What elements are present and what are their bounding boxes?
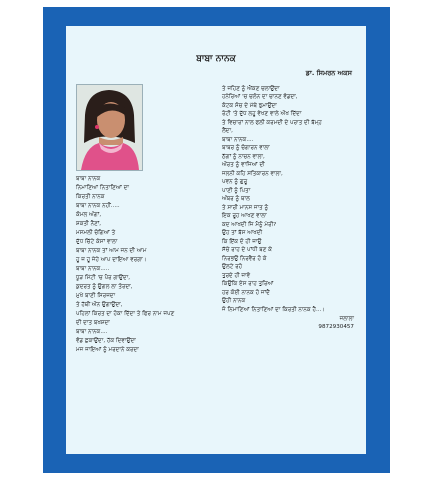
- poem-line: ਕੋਮਲ ਅੰਗਾਂ,: [76, 212, 102, 218]
- poem-line: ਅੰਬਰ ਨੂੰ ਥਾਲ: [222, 196, 250, 202]
- poem-line: ਰੋਟੀ 'ਤੇ ਦੁੱਧ ਲਹੂ ਵੇਖਣ ਵਾਲੇ ਔਖ ਦਿੱਦਾ: [222, 111, 302, 117]
- poem-line: ਨਿਮਾਣਿਆਂ ਨਿਤਾਣਿਆਂ ਦਾ: [76, 185, 130, 191]
- poem-author: ਡਾ. ਸਿਮਰਨ ਅਕਸ: [305, 69, 352, 77]
- poem-line: ਦੀ ਦਾਤ ਬਖਸ਼ਦਾ: [76, 320, 110, 326]
- poem-line: ਬਾਬਾ ਨਾਨਕ....: [222, 137, 254, 143]
- poem-line: ਠੱਗਾਂ ਨੂੰ ਨਾਚਨ ਵਾਲਾ,: [222, 154, 265, 160]
- poem-line: ਕੰਟਕ ਸੋਚ ਦੇ ਮੱਥੇ ਝੁਮਾਉਂਦਾ: [222, 103, 277, 109]
- poem-line: ਪਹਿਲਾਂ ਕਿਰਤ ਦਾ ਹੋਕਾ ਦਿੱਦਾ ਤੇ ਫਿਰ ਨਾਮ ਜਪਣ: [76, 311, 175, 317]
- poem-line: ਉਹ ਤਾਂ ਬੱਸ ਆਖਦੀ: [222, 230, 263, 236]
- poem-line: ਕਿਉਂਕਿ ਏਸ ਰਾਹ ਤੁਰਿਆਂ: [222, 281, 274, 287]
- poem-line: ਦੁੱਧ ਚਿੱਟੇ ਕੇਸਾਂ ਵਾਲਾ: [76, 239, 118, 245]
- poem-line: ਔਰਤ ਨੂੰ ਵਾਜਿਆਂ ਦੀ: [222, 162, 265, 168]
- poem-line: ਤੇ ਸਾਰੀ ਮਾਨਸ ਜਾਤ ਨੂੰ: [222, 205, 269, 211]
- poem-line: ਬਾਬਾ ਨਾਨਕ.....: [76, 266, 110, 272]
- poem-line: ਮਸਮਲੀ ਚੋਗਿਆਂ ਤੇ: [76, 230, 116, 236]
- poem-page: [66, 26, 366, 454]
- poem-line: ਇਕ ਰੂਹ ਆਖਣ ਵਾਲਾ: [222, 213, 267, 219]
- poem-line: ਵੰਡ ਛਕਾਉਂਦਾ, ਹੱਕ ਦਿਵਾਉਂਦਾ: [76, 338, 136, 344]
- poem-title: ਬਾਬਾ ਨਾਨਕ: [196, 54, 236, 64]
- poem-line: ਜੋ ਨਿਮਾਣਿਆਂ ਨਿਤਾਣਿਆਂ ਦਾ ਕਿਰਤੀ ਨਾਨਕ ਹੈ...।: [222, 307, 326, 313]
- poem-line: ਕੁਦਰਤ ਨੂੰ ਉਗਲ ਲਾ ਤੋਰਦਾ,: [76, 284, 133, 290]
- poem-line: ਸ਼ਕਤੀ ਨੈਣਾਂ,: [76, 221, 102, 227]
- poem-line: ਕਿਰਤੀ ਨਾਨਕ: [76, 194, 105, 200]
- poem-line: ਤੁਰਦੇ ਹੀ ਜਾਵੋ: [222, 273, 251, 279]
- poem-line: ਹਨੇਰਿਆਂ 'ਚ ਚਲੋਨ ਦਾ ਚਾਨਣ ਵੰਡਦਾ,: [222, 94, 298, 100]
- poem-line: ਕਿ ਇੱਕ ਦੋ ਹੀ ਜਾਉ: [222, 239, 262, 245]
- poem-line: ਤੇ ਜਹਿਣ ਨੂੰ ਐਂਕਣ ਚਲਾਉਂਦਾ: [222, 86, 280, 92]
- poem-line: ਬਾਬਰ ਨੂੰ ਚੰਗਾਰਨ ਵਾਲਾ: [222, 145, 270, 151]
- poem-line: ਜਲਨੀ ਕਹਿ ਸਤਿਕਾਰਨ ਵਾਲਾ,: [222, 171, 283, 177]
- poem-line: ਪਾਣੀ ਨੂੰ ਪਿਤਾ: [222, 188, 251, 194]
- poem-line: ਨਿਰਭਉ ਨਿਰਵੈਰ ਹੋ ਕੇ: [222, 256, 267, 262]
- portrait-photo-icon: [77, 85, 142, 170]
- poem-line: ਪਵਨ ਨੂੰ ਗੁਰੂ: [222, 179, 248, 185]
- poem-line: ਬਾਬਾ ਨਾਨਕ ਤਾਂ ਆਮ ਜਨ ਦੀ ਆਮ: [76, 248, 147, 254]
- poem-line: ਬਾਬਾ ਨਾਨਕ....: [76, 329, 108, 335]
- signature-place: ਜਲਾਲਾ: [339, 316, 354, 322]
- poem-line: ਧੂੜ ਮਿੱਟੀ 'ਚ ਪੈਰ ਗਾਉਂਦਾ,: [76, 275, 131, 281]
- poem-line: ਤੇ ਵਿਚਾਰਾਂ ਨਾਲ ਫਲੀ ਕਰਮਦੀ ਦੇ ਪਰਾਤ ਦੀ ਬੱਮ੍ਹ: [222, 120, 322, 126]
- poem-line: ਹੂ ਜ ਹੂ ਜੇਹੇ ਆਪ ਦਾਇਆ ਵਰਗਾ।: [76, 257, 147, 263]
- poem-line: ਬਾਬਾ ਨਾਨਕ ਨਹੀਂ.....: [76, 203, 120, 209]
- poem-line: ਤੇ ਹੱਥੀਂ ਔਨ ਉਗਾਉਂਦਾ,: [76, 302, 123, 308]
- poem-line: ਲੈਂਦਾ,: [222, 128, 233, 134]
- signature-phone: 9872930457: [318, 324, 354, 330]
- poem-line: ਉਲਟੇ ਰਹੋ: [222, 264, 243, 270]
- poem-line: ਕਦ ਆਖਦੀ ਜਿ ਮੈਨੂੰ ਮੇਰੀ?: [222, 222, 277, 228]
- poem-line: ਮੁਖੇ ਬਾਣੀ ਸਿਰਜਦਾ: [76, 293, 116, 299]
- poem-line: ਬਾਬਾ ਨਾਨਕ: [76, 176, 101, 182]
- poem-line: ਸੱਚੇ ਰਾਹ ਦੇ ਪਾਂਧੀ ਬਣ ਕੇ: [222, 247, 272, 253]
- poem-line: ਮਜ ਜਾਇਆਂ ਨੂੰ ਮਰਦਾਨੇ ਕਰਦਾ: [76, 347, 139, 353]
- poem-line: ਹਰ ਕੋਈ ਨਾਨਕ ਹੋ ਜਾਂਦੈ: [222, 290, 270, 296]
- author-photo: [76, 84, 143, 171]
- poem-line: ਉਹੀ ਨਾਨਕ: [222, 298, 246, 304]
